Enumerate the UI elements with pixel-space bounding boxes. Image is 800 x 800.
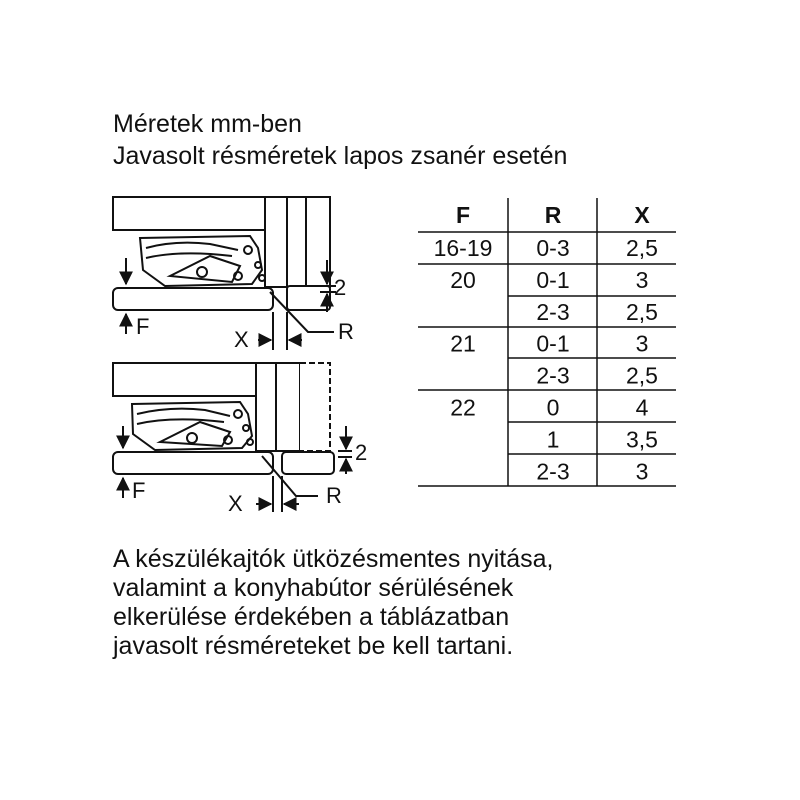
table-cell-f: 21 xyxy=(450,330,476,357)
table-cell-r: 0-3 xyxy=(536,235,570,261)
table-cell-x: 4 xyxy=(635,394,649,421)
note-line: elkerülése érdekében a táblázatban xyxy=(113,603,510,631)
table-cells xyxy=(434,235,658,484)
table-cell-x: 3 xyxy=(635,266,649,293)
top-label-r: R xyxy=(338,319,354,344)
note-line: A készülékajtók ütközésmentes nyitása, xyxy=(113,545,554,573)
table-cell-x: 2,5 xyxy=(626,298,658,325)
furniture-door xyxy=(282,452,334,474)
table-header-f: F xyxy=(455,202,471,228)
top-label-gap: 2 xyxy=(334,275,347,300)
table-cell-f: 22 xyxy=(450,394,476,421)
table-cell-r: 2-3 xyxy=(536,458,570,485)
diagram-bottom xyxy=(113,363,352,512)
side-wall xyxy=(256,363,276,451)
table-cell-r: 2-3 xyxy=(536,362,570,389)
bottom-label-r: R xyxy=(326,483,342,508)
heading-title: Javasolt résméretek lapos zsanér esetén xyxy=(113,142,568,170)
table-cell-x: 2,5 xyxy=(626,362,658,389)
table-cell-r: 2-3 xyxy=(536,298,570,325)
table-cell-f: 20 xyxy=(450,266,476,293)
cabinet-panel xyxy=(113,363,256,396)
note-line: valamint a konyhabútor sérülésének xyxy=(113,574,514,602)
heading-units: Méretek mm-ben xyxy=(113,110,302,138)
table-cell-r: 1 xyxy=(546,426,560,453)
table-cell-r: 0-1 xyxy=(536,330,570,357)
furniture-side xyxy=(300,363,330,451)
side-wall-inner xyxy=(287,197,306,287)
cabinet-panel xyxy=(113,197,265,230)
top-label-x: X xyxy=(234,327,249,352)
table-cell-r: 0-1 xyxy=(536,266,570,293)
top-label-f: F xyxy=(136,314,150,339)
table-cell-x: 3 xyxy=(635,330,649,357)
appliance-door xyxy=(113,452,273,474)
usage-note xyxy=(113,545,554,661)
side-wall xyxy=(265,197,287,287)
note-line: javasolt résméreteket be kell tartani. xyxy=(113,632,514,660)
table-header-r: R xyxy=(544,202,562,228)
side-wall-inner xyxy=(276,363,300,451)
hinge-pin xyxy=(247,439,253,445)
bottom-label-f: F xyxy=(132,478,146,503)
table-cell-x: 3 xyxy=(635,458,649,485)
hinge-pin xyxy=(259,275,265,281)
appliance-door xyxy=(113,288,273,310)
table-cell-f: 16-19 xyxy=(433,235,493,261)
table-cell-x: 2,5 xyxy=(626,235,658,261)
table-cell-x: 3,5 xyxy=(626,426,658,453)
furniture-door xyxy=(287,286,330,310)
bottom-label-x: X xyxy=(228,491,243,516)
bottom-label-gap: 2 xyxy=(355,440,368,465)
table-cell-r: 0 xyxy=(546,394,560,421)
table-header-x: X xyxy=(634,202,650,228)
